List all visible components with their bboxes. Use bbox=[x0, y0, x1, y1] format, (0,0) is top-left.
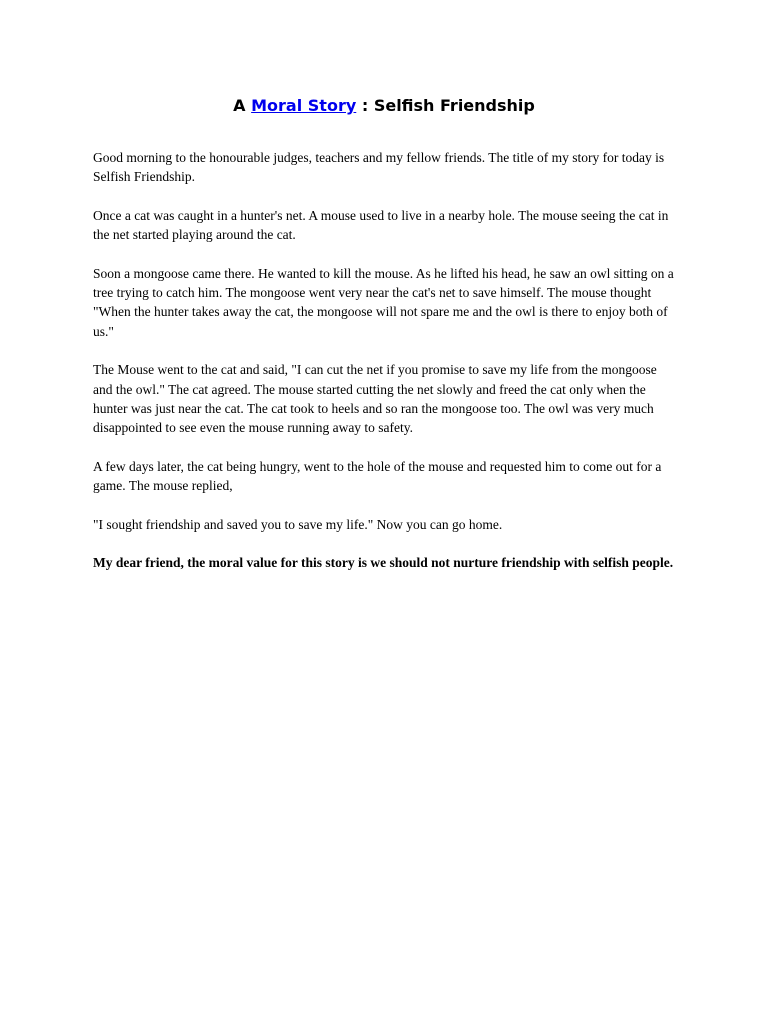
paragraph-greeting: Good morning to the honourable judges, teachers and my fellow friends. The title of my story for today is Selfish Friendship. bbox=[93, 150, 665, 185]
paragraph-cat-caught: Once a cat was caught in a hunter's net. A mouse used to live in a nearby hole. The mouse seeing the cat in the net started playing around the cat. bbox=[93, 207, 669, 243]
paragraph-mouse-deal: The Mouse went to the cat and said, "I can cut the net if you promise to save my life from the mongoose and the owl." The cat agreed. The mouse started cutting the net slowly and freed the cat only when the hunter was just near the cat. The cat took to heels and so ran the mongoose too. The owl was very much disappointed to see even the mouse running away to safety. bbox=[93, 362, 657, 436]
moral-story-link[interactable]: Moral Story bbox=[251, 96, 357, 115]
title-prefix: A bbox=[233, 96, 246, 115]
title-suffix: : Selfish Friendship bbox=[361, 96, 535, 115]
moral-statement: My dear friend, the moral value for this story is we should not nurture friendship with selfish people. bbox=[93, 555, 674, 571]
paragraph-few-days-later: A few days later, the cat being hungry, went to the hole of the mouse and requested him to come out for a game. The mouse replied, bbox=[93, 458, 662, 494]
paragraph-mouse-reply: "I sought friendship and saved you to save my life." Now you can go home. bbox=[93, 516, 503, 532]
page-title bbox=[0, 94, 768, 118]
paragraph-mongoose: Soon a mongoose came there. He wanted to kill the mouse. As he lifted his head, he saw an owl sitting on a tree trying to catch him. The mongoose went very near the cat's net to save himself. The mouse thought "When the hunter takes away the cat, the mongoose will not spare me and the owl is there to enjoy both of us." bbox=[93, 265, 674, 339]
story-body bbox=[93, 148, 679, 592]
